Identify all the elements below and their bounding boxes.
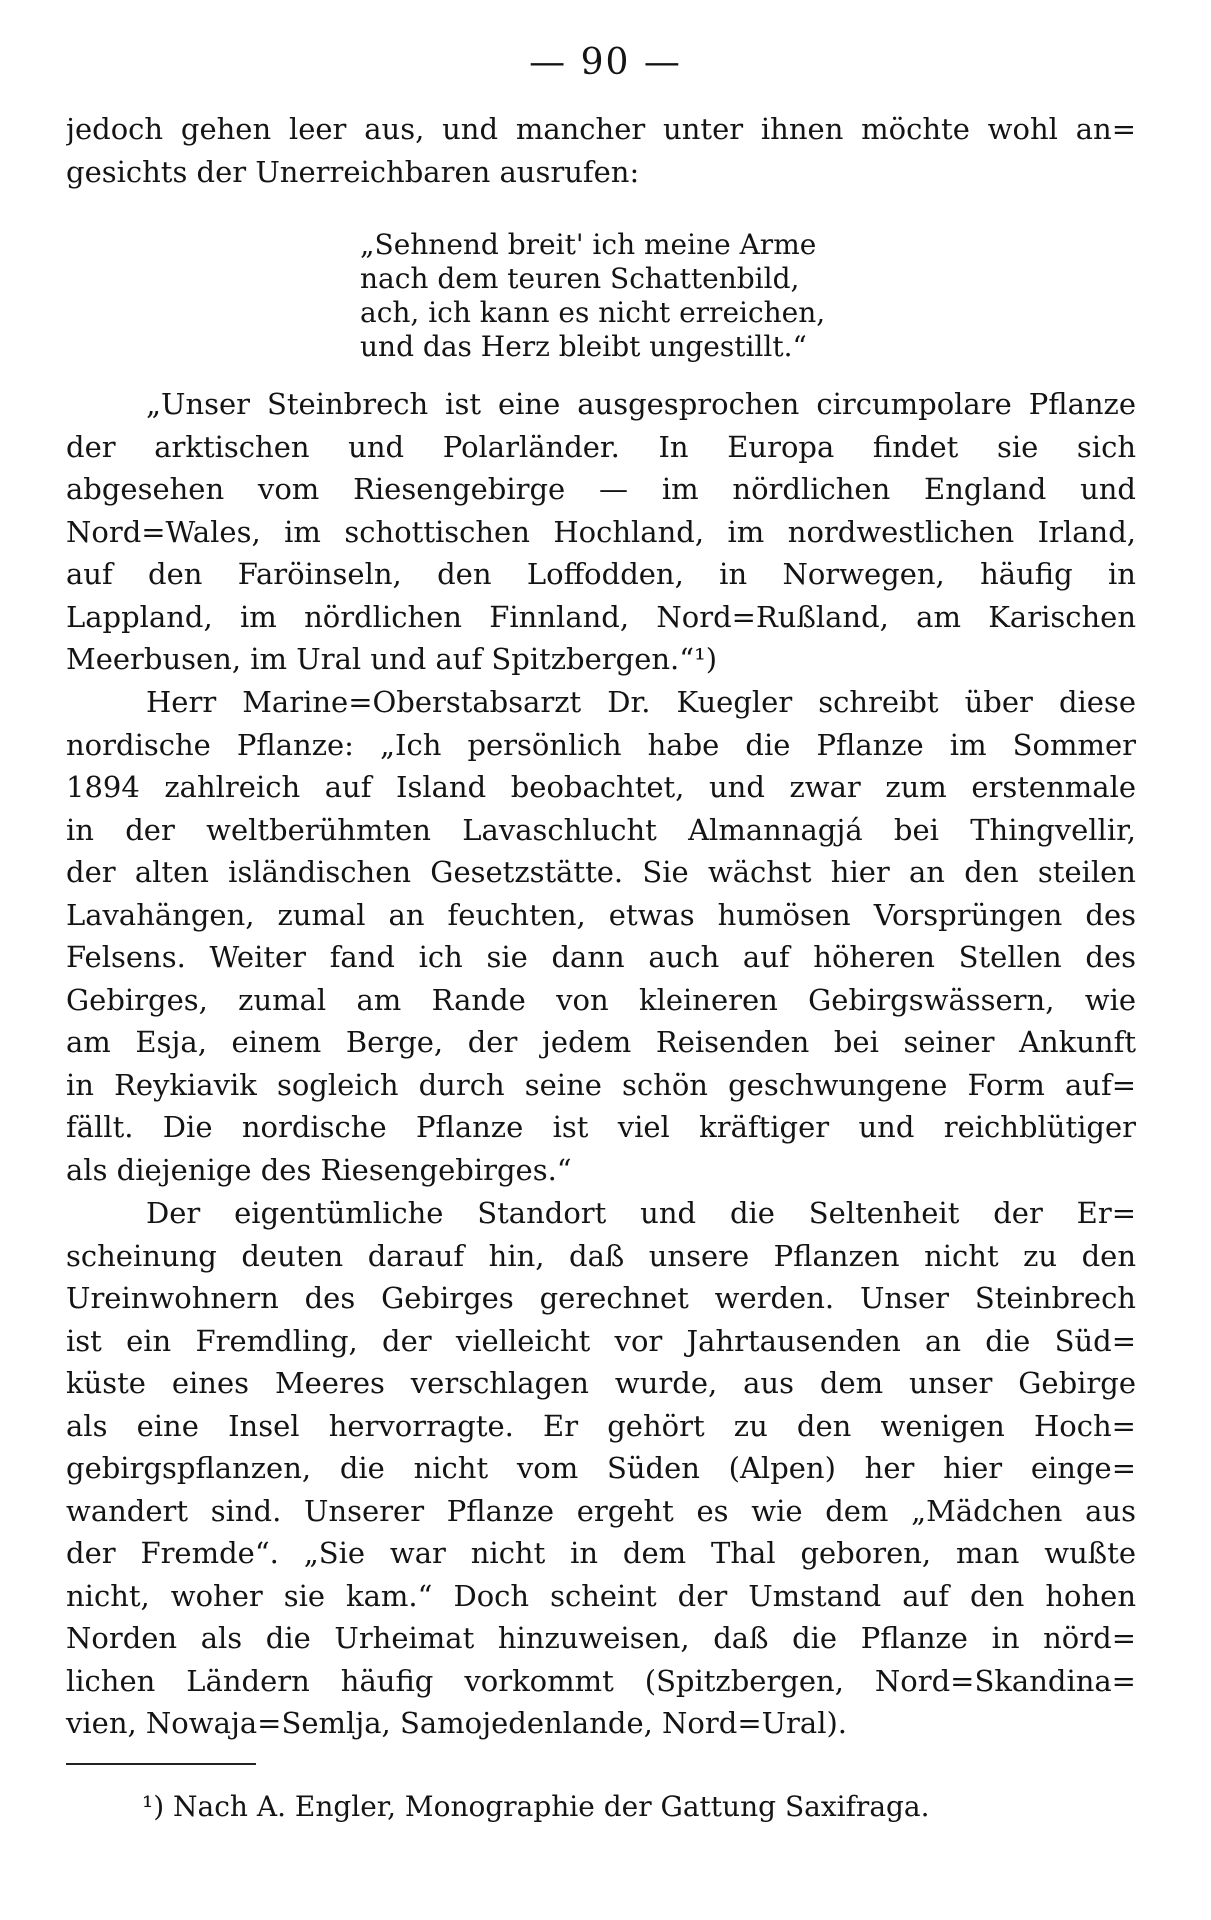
text-line: küste eines Meeres verschlagen wurde, aus dem unser Gebirge: [66, 1366, 1136, 1400]
text-line: vien, Nowaja=Semlja, Samojedenlande, Nord=Ural).: [66, 1706, 848, 1740]
text-line: jedoch gehen leer aus, und mancher unter ihnen möchte wohl an=: [66, 112, 1136, 146]
text-line: ist ein Fremdling, der vielleicht vor Jahrtausenden an die Süd=: [66, 1323, 1136, 1358]
paragraph-2: [66, 681, 1136, 1191]
text-line: Ureinwohnern des Gebirges gerechnet werden. Unser Steinbrech: [66, 1281, 1136, 1315]
text-line: Meerbusen, im Ural und auf Spitzbergen.“¹): [66, 642, 718, 676]
text-line: scheinung deuten darauf hin, daß unsere Pflanzen nicht zu den: [66, 1238, 1136, 1273]
text-line: der arktischen und Polarländer. In Europa findet sie sich: [66, 429, 1136, 464]
page-number: — 90 —: [529, 42, 682, 83]
intro-text: [66, 108, 1136, 193]
paragraph-3: [66, 1192, 1136, 1745]
text-line: als eine Insel hervorragte. Er gehört zu den wenigen Hoch=: [66, 1408, 1136, 1443]
text-line: fällt. Die nordische Pflanze ist viel kräftiger und reichblütiger: [66, 1110, 1136, 1144]
text-line: Lavahängen, zumal an feuchten, etwas humösen Vorsprüngen des: [66, 897, 1136, 932]
text-line: 1894 zahlreich auf Island beobachtet, und zwar zum erstenmale: [66, 770, 1136, 804]
text-line: Lappland, im nördlichen Finnland, Nord=Rußland, am Karischen: [66, 599, 1136, 634]
footnote: ¹) Nach A. Engler, Monographie der Gattung Saxifraga.: [142, 1790, 930, 1823]
text-line: Der eigentümliche Standort und die Seltenheit der Er=: [146, 1196, 1136, 1230]
text-line: gesichts der Unerreichbaren ausrufen:: [66, 154, 640, 189]
text-line: lichen Ländern häufig vorkommt (Spitzbergen, Nord=Skandina=: [66, 1663, 1136, 1698]
text-line: auf den Faröinseln, den Loffodden, in Norwegen, häufig in: [66, 557, 1136, 591]
text-line: der Fremde“. „Sie war nicht in dem Thal geboren, man wußte: [66, 1536, 1136, 1570]
text-line: nicht, woher sie kam.“ Doch scheint der Umstand auf den hohen: [66, 1578, 1136, 1613]
text-line: Felsens. Weiter fand ich sie dann auch auf höheren Stellen des: [66, 940, 1136, 974]
poem-line: ach, ich kann es nicht erreichen,: [360, 296, 826, 329]
text-line: nordische Pflanze: „Ich persönlich habe die Pflanze im Sommer: [66, 727, 1136, 762]
text-line: in Reykiavik sogleich durch seine schön geschwungene Form auf=: [66, 1067, 1136, 1102]
poem-line: „Sehnend breit' ich meine Arme: [360, 228, 817, 261]
text-line: als diejenige des Riesengebirges.“: [66, 1152, 572, 1187]
text-line: Gebirges, zumal am Rande von kleineren Gebirgswässern, wie: [66, 982, 1136, 1017]
text-line: Norden als die Urheimat hinzuweisen, daß die Pflanze in nörd=: [66, 1621, 1136, 1655]
text-line: Nord=Wales, im schottischen Hochland, im nordwestlichen Irland,: [66, 514, 1136, 549]
poem-line: nach dem teuren Schattenbild,: [360, 262, 800, 295]
poem-quote: [360, 228, 825, 364]
paragraph-1: [66, 383, 1136, 681]
text-line: am Esja, einem Berge, der jedem Reisenden bei seiner Ankunft: [66, 1025, 1136, 1059]
poem-line: und das Herz bleibt ungestillt.“: [360, 330, 807, 363]
text-line: der alten isländischen Gesetzstätte. Sie wächst hier an den steilen: [66, 855, 1136, 889]
text-line: Herr Marine=Oberstabsarzt Dr. Kuegler schreibt über diese: [146, 685, 1136, 719]
text-line: abgesehen vom Riesengebirge — im nördlichen England und: [66, 472, 1136, 506]
text-line: wandert sind. Unserer Pflanze ergeht es wie dem „Mädchen aus: [66, 1493, 1136, 1528]
footnote-divider: [66, 1763, 256, 1765]
text-line: in der weltberühmten Lavaschlucht Almannagjá bei Thingvellir,: [66, 812, 1136, 847]
text-line: „Unser Steinbrech ist eine ausgesprochen circumpolare Pflanze: [146, 387, 1136, 421]
text-line: gebirgspflanzen, die nicht vom Süden (Alpen) her hier einge=: [66, 1451, 1136, 1485]
